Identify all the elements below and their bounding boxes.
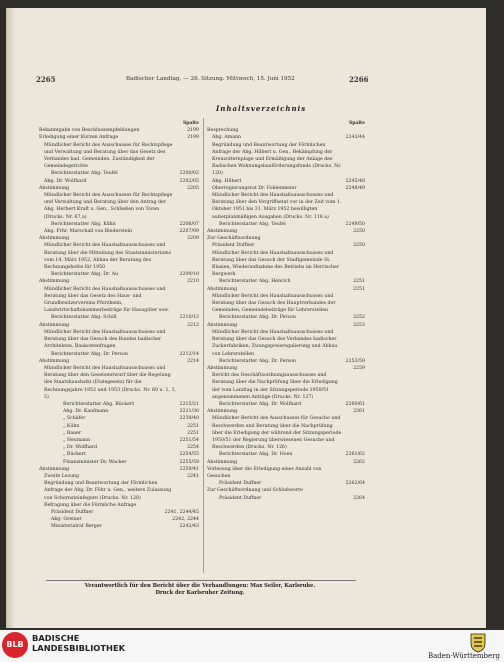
toc-entry [39,322,199,329]
toc-entry [39,430,199,437]
toc-entry-text: Präsident Duffner [212,243,255,249]
toc-entry-text: Mündlicher Bericht des Haushaltsausschusses und Beratung über das Gesuch des Hauptverbandes der Gemeinden, Gemeindebeiträge für Lehrerstellen [212,293,336,314]
toc-entry [39,401,199,408]
document-page [6,8,492,628]
toc-entry-text: Abstimmung [39,322,70,328]
toc-entry-text: Berichterstatter Abg. Dr. Hoen [219,452,293,458]
toc-entry-page: 2249/50 [345,221,365,227]
footer-rule [46,580,356,581]
toc-entry [207,487,365,494]
toc-entry-page: 2215/21 [179,401,199,407]
scan-right-edge [486,8,504,628]
toc-entry-page: 2253/59 [345,358,365,364]
toc-entry-page: 2253 [353,322,365,328]
toc-entry-page: 2251 [353,279,365,285]
column-header: Spalte [183,121,199,126]
toc-entry-text: Mündlicher Bericht des Haushaltsausschusses und Beratung über das Gesuch des Bundes badischer Architekten, Baukostenfragen [44,329,166,350]
toc-entry-text: Mündlicher Bericht des Ausschusses für Gesuche und Beschwerden und Beratung über die Nachprüfung über die Erledigung der während der Sitzungsperiode 1950/51 der Regierung überwiesenen Gesuche und Beschwerden (Drucks. Nr. 126) [212,416,342,451]
toc-entry-page: 2248/49 [345,185,365,191]
toc-entry-text: Zweite Lesung [44,473,80,479]
toc-entry [207,314,365,321]
toc-entry [39,415,199,422]
toc-entry-text: Mündlicher Bericht des Ausschusses für Rechtspflege und Verwaltung und Beratung über den Antrag der Abg. Herbert Kraft u. Gen., Schließen von Toren (Drucks. Nr. 67,a) [44,193,173,220]
toc-entry [39,444,199,451]
toc-entry [39,178,199,185]
toc-entry-text: Präsident Duffner [219,481,262,487]
toc-entry [207,495,365,502]
toc-entry-page: 2199 [187,135,199,141]
toc-entry [39,408,199,415]
toc-entry-page: 2241, 2244/45 [164,509,199,515]
library-name-line-1: BADISCHE [32,633,80,643]
toc-entry [207,185,365,192]
toc-entry-text: Bekanntgabe von Beschlussempfehlungen [39,128,140,134]
toc-entry-text: Abstimmung [39,279,70,285]
toc-entry-text: Zur Geschäftsordnung [207,236,261,242]
toc-entry-page: 2260/61 [345,401,365,407]
toc-entry [207,134,365,141]
toc-entry [39,459,199,466]
toc-entry-page: 2259/41 [179,466,199,472]
toc-entry-text: Abg. Hilbert [212,178,242,184]
toc-entry-text: Abstimmung [39,358,70,364]
page-gutter-shadow [6,8,15,628]
toc-entry-text: Finanzminister Dr. Wacker [63,459,127,465]
toc-entry-text: Berichterstatter Abg. Dr. Wolfhard [219,401,302,407]
toc-entry-text: Mündlicher Bericht des Haushaltsausschusses und Beratung über den Gesetzentwurf über die Regelung des Staatshaushalts (Etatsgesetz) für die Rechnungsjahre 1952 und 1953 (Drucks. Nr. 60 u. 1, 3, 5) [44,365,176,400]
toc-entry-text: Begründung und Beantwortung der Förmlichen Anfrage der Abg. Dr. Föhr u. Gen., weitere Zulassung von Schornsteinfegern (Drucks. Nr. 128) [44,481,172,501]
toc-entry [207,480,365,487]
toc-entry-text: Berichterstatter Abg. Dr. Person [219,358,296,364]
toc-entry-page: 2209 [187,236,199,242]
toc-entry-page: 2242/43 [179,524,199,530]
library-name [32,633,125,653]
imprint [50,583,350,597]
toc-entry-text: „ Neumann [63,437,91,443]
toc-entry [207,365,365,372]
toc-entry [207,221,365,228]
toc-entry [207,415,365,451]
running-head-text: Badischer Landtag. — 26. Sitzung. Mittwoch, 15. Juni 1952 [126,76,295,82]
toc-entry-page: 2212/14 [179,351,199,357]
toc-entry-page: 2209/10 [179,272,199,278]
toc-entry-text: Mündlicher Bericht des Haushaltsausschusses und Beratung über das Gesuch des Verbandes badischer Zuckerfabriken, Zwangspreisregulierung und Abbau von Lehrerstellen [212,329,338,357]
toc-entry [207,192,365,221]
toc-entry [39,228,199,235]
toc-entry [207,228,365,235]
toc-entry-page: 2212 [187,322,199,328]
toc-entry [39,523,199,530]
toc-entry [207,372,365,401]
toc-entry [39,286,199,315]
toc-entry [39,329,199,351]
toc-entry-page: 2251 [187,423,199,429]
toc-entry [207,451,365,458]
toc-entry-page: 2255/59 [179,459,199,465]
toc-entry [207,178,365,185]
toc-entry [39,365,199,401]
toc-entry-text: Berichterstatter Abg. Dr. Person [51,351,128,357]
toc-entry-page: 2261 [353,409,365,415]
toc-entry-page: 2254 [187,445,199,451]
toc-entry-text: Abstimmung [207,459,238,465]
toc-entry [207,286,365,293]
toc-entry-text: Berichterstatter Abg. Dr. Au [51,272,119,278]
toc-entry-page: 2205 [187,185,199,191]
toc-entry-page: 2252 [353,315,365,321]
toc-entry-text: Abstimmung [39,185,70,191]
toc-entry-text: Berichterstatter Abg. Teufel [219,221,286,227]
toc-entry-text: „ Bauer [63,430,82,436]
toc-entry-text: „ Kühn [63,423,80,429]
toc-entry [39,516,199,523]
toc-entry [39,142,199,171]
toc-entry-page: 2251 [353,286,365,292]
toc-entry-text: Abstimmung [39,236,70,242]
toc-entry-page: 2206/07 [179,221,199,227]
toc-entry-text: Ministerialrat Berger [51,524,102,530]
page-number-right: 2266 [349,75,369,84]
toc-entry-page: 2200/02 [179,171,199,177]
toc-entry-page: 2242, 2244 [172,517,199,523]
toc-entry [39,185,199,192]
toc-entry-text: Berichterstatter Abg. Kühn [51,221,116,227]
toc-entry [39,278,199,285]
imprint-line-2: Druck der Karlsruher Zeitung. [155,590,245,596]
toc-entry [207,401,365,408]
toc-entry-text: Berichterstatter Abg. Schill [51,315,117,321]
toc-entry [39,358,199,365]
toc-entry [207,142,365,178]
toc-entry [39,134,199,141]
toc-left-column [39,120,199,531]
toc-entry [207,322,365,329]
toc-entry-text: Berichterstatter Abg. Rückert [63,401,135,407]
toc-entry-page: 2202/05 [179,178,199,184]
toc-entry-page: 2221/30 [179,409,199,415]
library-footer-bar [0,630,504,662]
toc-entry [39,235,199,242]
toc-entry-text: Mündlicher Bericht des Ausschusses für Rechtspflege und Verwaltung und Beratung über das Gesetz des Verbandes bad. Gemeinden, Zuständigkeit der Gemeindegerichte [44,142,173,170]
toc-entry [207,235,365,242]
toc-entry-text: Oberregierungsrat Dr. Fohlenmeier [212,185,297,191]
toc-entry-text: Erledigung einer Kurzen Anfrage [39,135,119,141]
toc-entry [207,242,365,249]
toc-entry-text: Abstimmung [207,229,238,235]
toc-entry-text: Präsident Duffner [219,495,262,501]
running-head [6,76,492,88]
toc-entry-text: Mündlicher Bericht des Haushaltsausschusses und Beratung über die Mitteilung des Staatsministeriums vom 14. März 1952, Abbau der Beratung des Rechnungshofes für 1950 [44,243,172,271]
toc-entry [207,293,365,315]
toc-entry [39,502,199,509]
toc-entry [207,250,365,279]
toc-right-column [207,120,365,502]
toc-entry-page: 2262/64 [345,481,365,487]
toc-entry-text: Abg. Dr. Wolfhard [44,178,87,184]
toc-entry-page: 2259 [353,365,365,371]
toc-entry [39,423,199,430]
toc-entry [39,509,199,516]
imprint-line-1: Verantwortlich für den Bericht über die Verhandlungen: Max Seiler, Karlsruhe. [84,583,316,589]
toc-entry [207,358,365,365]
toc-entry [39,480,199,502]
toc-entry-text: „ Schäfer [63,416,86,422]
toc-entry [39,351,199,358]
toc-entry-text: „ Dr. Wolfhard [63,445,97,451]
toc-entry [39,170,199,177]
toc-entry-text: Berichterstatter Abg. Dr. Person [219,315,296,321]
toc-entry-text: Abstimmung [207,365,238,371]
toc-entry [39,271,199,278]
toc-entry-text: Bericht des Geschäftsordnungsausschusses und Beratung über die Nachprüfung über die Erledigung der vom Landtag in der Sitzungsperiode 1950/51 angenommenen Anträge (Drucks. Nr. 127) [212,373,338,400]
toc-entry [207,278,365,285]
toc-entry-text: Berichterstatter Abg. Teufel [51,171,118,177]
toc-entry-text: Mündlicher Bericht des Haushaltsausschusses und Beratung über den Vorgriffsetat vor in der Zeit vom 1. Oktober 1951 bis 31. März 1952 bewilligten außerplanmäßigen Ausgaben (Drucks. Nr. 118 a) [212,193,342,220]
library-name-line-2: LANDESBIBLIOTHEK [32,643,126,653]
column-divider [203,118,204,573]
toc-entry-page: 2261/62 [345,452,365,458]
toc-entry-text: Mündlicher Bericht des Haushaltsausschusses und Beratung über das Gesetz des Haus- und Grundbesitzervereins Pforzheim, Landwirtschaftskammerbeiträge für Hausgüter usw. [44,286,169,314]
toc-entry [39,127,199,134]
coat-of-arms-icon [469,631,487,653]
toc-entry-text: Abstimmung [207,286,238,292]
blb-logo[interactable]: BLB [2,632,28,658]
toc-entry-page: 2250 [353,243,365,249]
toc-entry-text: Begründung und Beantwortung der Förmlichen Anfrage der Abg. Hilbert u. Gen., Bekämpfung der Kreuzotternplage und Ermäßigung der Anlage des Badischen Wohnungsbauförderungsfonds (Drucks. Nr. 120) [212,142,342,177]
toc-entry-page: 2214 [187,358,199,364]
toc-entry-text: Abg. Frhr. Marschall von Biederstein [44,229,133,235]
page-title: Inhaltsverzeichnis [216,104,307,113]
region-name: Baden-Württemberg [427,652,500,660]
toc-entry [39,437,199,444]
toc-entry-text: Abstimmung [39,466,70,472]
toc-entry-text: Berichterstatter Abg. Henrich [219,279,291,285]
toc-entry-page: 2210 [187,279,199,285]
toc-entry [207,127,365,134]
toc-entry-text: Befragung über die Förmliche Anfrage [44,502,137,508]
toc-entry-page: 2251 [187,430,199,436]
toc-entry-text: Abg. Amann [212,135,242,141]
toc-entry-page: 2230/40 [179,416,199,422]
toc-entry-page: 2250 [353,229,365,235]
toc-entry-page: 2210/12 [179,315,199,321]
toc-entry-page: 2264 [353,495,365,501]
toc-entry-page: 2199 [187,128,199,134]
toc-entry-page: 2207/09 [179,229,199,235]
toc-entry [39,242,199,271]
toc-entry [39,192,199,221]
toc-entry-page: 2245/48 [345,178,365,184]
toc-entry-text: Vorlesung über die Erledigung einer Anzahl von Gesuchen [207,466,322,479]
column-header: Spalte [349,121,365,126]
toc-entry [207,408,365,415]
toc-entry-text: Abg. Dr. Kaufmann [63,409,109,415]
toc-entry [207,459,365,466]
toc-entry [207,329,365,358]
toc-entry-text: „ Rückert [63,452,86,458]
toc-entry [39,451,199,458]
toc-entry [39,314,199,321]
toc-entry-text: Präsident Duffner [51,509,94,515]
toc-entry-page: 2243/44 [345,135,365,141]
toc-entry-text: Abg. Greiner [51,517,82,523]
toc-entry [39,473,199,480]
toc-entry-text: Zur Geschäftsordnung und Schlußworte [207,488,303,494]
toc-entry-text: Abstimmung [207,409,238,415]
toc-entry-text: Besprechung [207,128,239,134]
toc-entry [39,466,199,473]
toc-entry-page: 2262 [353,459,365,465]
toc-entry-page: 2254/55 [179,452,199,458]
toc-entry [39,221,199,228]
toc-entry-page: 2251/54 [179,437,199,443]
toc-entry-text: Mündlicher Bericht des Haushaltsausschusses und Beratung über das Gesuch der Stadtgemeinde St. Blasien, Wiederaufnahme des Betriebs im Herrischer Bergwerk [212,250,340,278]
toc-entry-text: Abstimmung [207,322,238,328]
toc-entry [207,466,365,480]
page-number-left: 2265 [36,75,56,84]
toc-entry-page: 2241 [187,473,199,479]
